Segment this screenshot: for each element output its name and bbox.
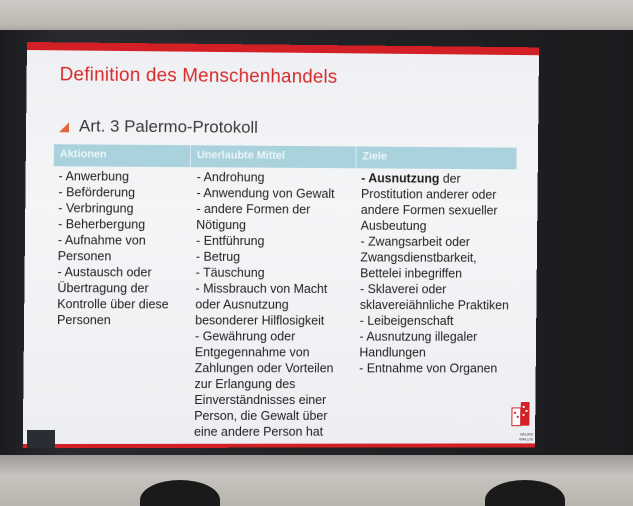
list-item: - Aufnahme von	[57, 233, 146, 248]
header-actions: Aktionen	[54, 144, 191, 167]
list-item: Person, die Gewalt über	[194, 408, 328, 423]
list-item: andere Formen sexueller	[360, 202, 498, 218]
list-item	[361, 170, 527, 187]
list-item: - Anwendung von Gewalt	[196, 186, 335, 201]
list-item: - Entführung	[195, 233, 265, 249]
list-item: Bettelei inbegriffen	[360, 266, 463, 281]
triangle-bullet-icon	[59, 122, 69, 132]
list-item: Zwangsdienstbarkeit,	[360, 250, 477, 265]
list-item: - andere Formen der	[196, 201, 311, 217]
list-item: - Entnahme von Organen	[359, 361, 498, 376]
list-item: oder Ausnutzung	[195, 297, 289, 312]
column-means	[194, 169, 362, 440]
list-item: Einverständnisses einer	[194, 393, 327, 407]
list-item: - Leibeigenschaft	[359, 313, 454, 328]
list-item: Personen	[57, 249, 112, 264]
list-item: Kontrolle über diese	[57, 297, 169, 312]
list-item: Entgegennahme von	[194, 345, 310, 360]
list-item: - Anwerbung	[58, 169, 130, 184]
list-item: sklavereiähnliche Praktiken	[359, 298, 509, 313]
subtitle-row	[59, 116, 258, 138]
projector-edge-shadow	[27, 430, 55, 448]
list-item: - Ausnutzung illegaler	[359, 329, 478, 344]
list-item: - Gewährung oder	[194, 329, 296, 344]
list-item: Zahlungen oder Vorteilen	[194, 361, 334, 376]
projected-slide	[23, 42, 539, 448]
table-header	[54, 144, 517, 169]
list-item: - Betrug	[195, 249, 241, 264]
header-means: Unerlaubte Mittel	[191, 145, 357, 168]
column-goals	[359, 170, 527, 376]
list-item: - Androhung	[196, 170, 265, 185]
list-item: - Verbringung	[58, 201, 134, 216]
list-item: - Beherbergung	[57, 217, 146, 232]
lead-rest-text: der	[439, 171, 461, 186]
logo-line-2: WALLIS	[518, 436, 534, 442]
list-item: zur Erlangung des	[194, 377, 296, 392]
bold-lead-text: - Ausnutzung	[361, 171, 440, 186]
slide-bottom-bar	[23, 443, 535, 448]
header-goals: Ziele	[362, 150, 388, 163]
list-item: - Sklaverei oder	[359, 282, 447, 297]
logo-text	[508, 432, 533, 442]
list-item: - Missbrauch von Macht	[195, 281, 328, 296]
list-item: - Zwangsarbeit oder	[360, 234, 471, 250]
slide-subtitle: Art. 3 Palermo-Protokoll	[78, 116, 259, 137]
list-item: besonderer Hilflosigkeit	[195, 313, 325, 328]
slide-title: Definition des Menschenhandels	[59, 64, 338, 88]
list-item: Übertragung der	[57, 281, 149, 296]
list-item: - Austausch oder	[57, 265, 152, 280]
list-item: Ausbeutung	[360, 218, 427, 233]
column-actions	[57, 168, 198, 328]
list-item: Handlungen	[359, 345, 426, 360]
list-item: Nötigung	[196, 217, 247, 233]
list-item: eine andere Person hat	[193, 424, 324, 439]
logo-line-1: VALAIS	[519, 431, 534, 437]
list-item: Personen	[56, 313, 111, 328]
list-item: - Beförderung	[58, 185, 136, 200]
list-item: - Täuschung	[195, 265, 265, 280]
list-item: Prostitution anderer oder	[360, 187, 497, 202]
